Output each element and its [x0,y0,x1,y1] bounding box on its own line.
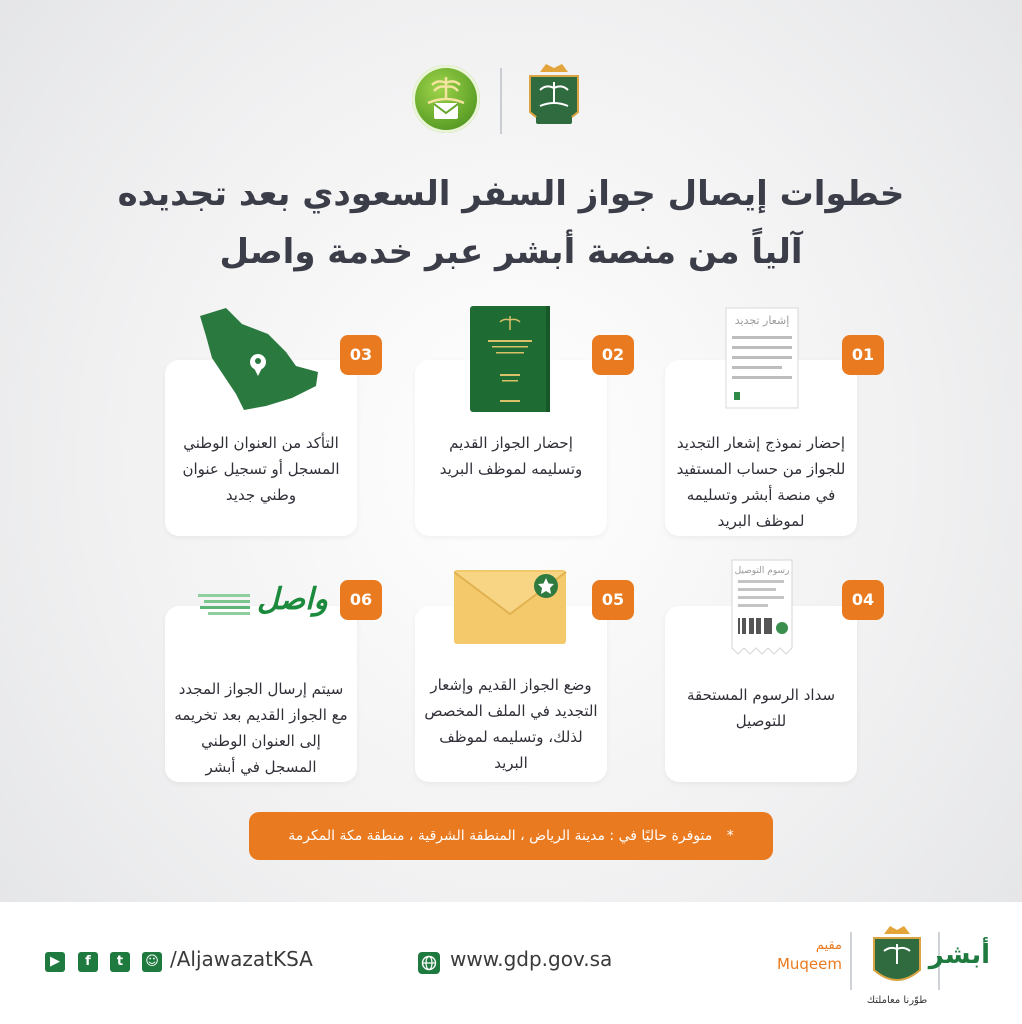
absher-logo: أبشر [928,940,990,970]
step-text: إحضار الجواز القديم وتسليمه لموظف البريد [439,434,583,478]
receipt-label: رسوم التوصيل [734,566,790,576]
step-number-06: 06 [340,580,382,620]
title-line-1: خطوات إيصال جواز السفر السعودي بعد تجديده [117,174,905,214]
facebook-icon[interactable]: f [78,952,98,972]
wasel-logo [196,580,332,628]
step-text: التأكد من العنوان الوطني المسجل أو تسجيل عنوان وطني جديد [182,434,340,504]
saudi-post-logo [412,65,480,133]
snapchat-icon[interactable]: ☺ [142,952,162,972]
muqeem-logo-arabic: مقيم [815,938,842,953]
palm-swords-icon [412,65,480,133]
website-link[interactable]: www.gdp.gov.sa [450,947,613,971]
document-icon [722,306,802,410]
envelope-icon [454,568,568,650]
receipt-icon [730,556,794,656]
muqeem-logo-english: Muqeem [776,955,842,973]
step-text: وضع الجواز القديم وإشعار التجديد في الملف المخصص لذلك، وتسليمه لموظف البريد [424,676,598,772]
jawazat-logo [522,60,586,138]
page-title [0,165,1022,281]
twitter-icon[interactable]: t [110,952,130,972]
jawazat-footer-logo [866,924,928,994]
step-number-04: 04 [842,580,884,620]
step-number-05: 05 [592,580,634,620]
globe-icon [418,952,440,974]
logo-divider [500,68,502,134]
document-label: إشعار تجديد [734,314,790,327]
note-text: متوفرة حاليًا في : مدينة الرياض ، المنطقة الشرقية ، منطقة مكة المكرمة [288,828,713,844]
wasel-logo-text: واصل [256,582,328,617]
step-text: سداد الرسوم المستحقة للتوصيل [686,686,836,730]
note-bullet: * [726,828,734,844]
saudi-map-icon [196,306,322,418]
step-text: إحضار نموذج إشعار التجديد للجواز من حساب المستفيد في منصة أبشر وتسليمه لموظف البريد [676,434,846,530]
footer-divider [850,932,852,990]
social-handle[interactable]: /AljawazatKSA [170,947,313,971]
title-line-2: آلياً من منصة أبشر عبر خدمة واصل [219,232,803,272]
footer [0,902,1022,1024]
step-text: سيتم إرسال الجواز المجدد مع الجواز القديم بعد تخريمه إلى العنوان الوطني المسجل في أبشر [174,680,348,776]
header-logos [0,60,1022,140]
step-card-06 [165,606,357,782]
step-number-02: 02 [592,335,634,375]
step-number-03: 03 [340,335,382,375]
passport-icon [470,306,552,418]
availability-note [249,812,773,860]
jawazat-tagline: طوّرنا معاملتك [866,995,928,1006]
step-number-01: 01 [842,335,884,375]
youtube-icon[interactable]: ▶ [45,952,65,972]
